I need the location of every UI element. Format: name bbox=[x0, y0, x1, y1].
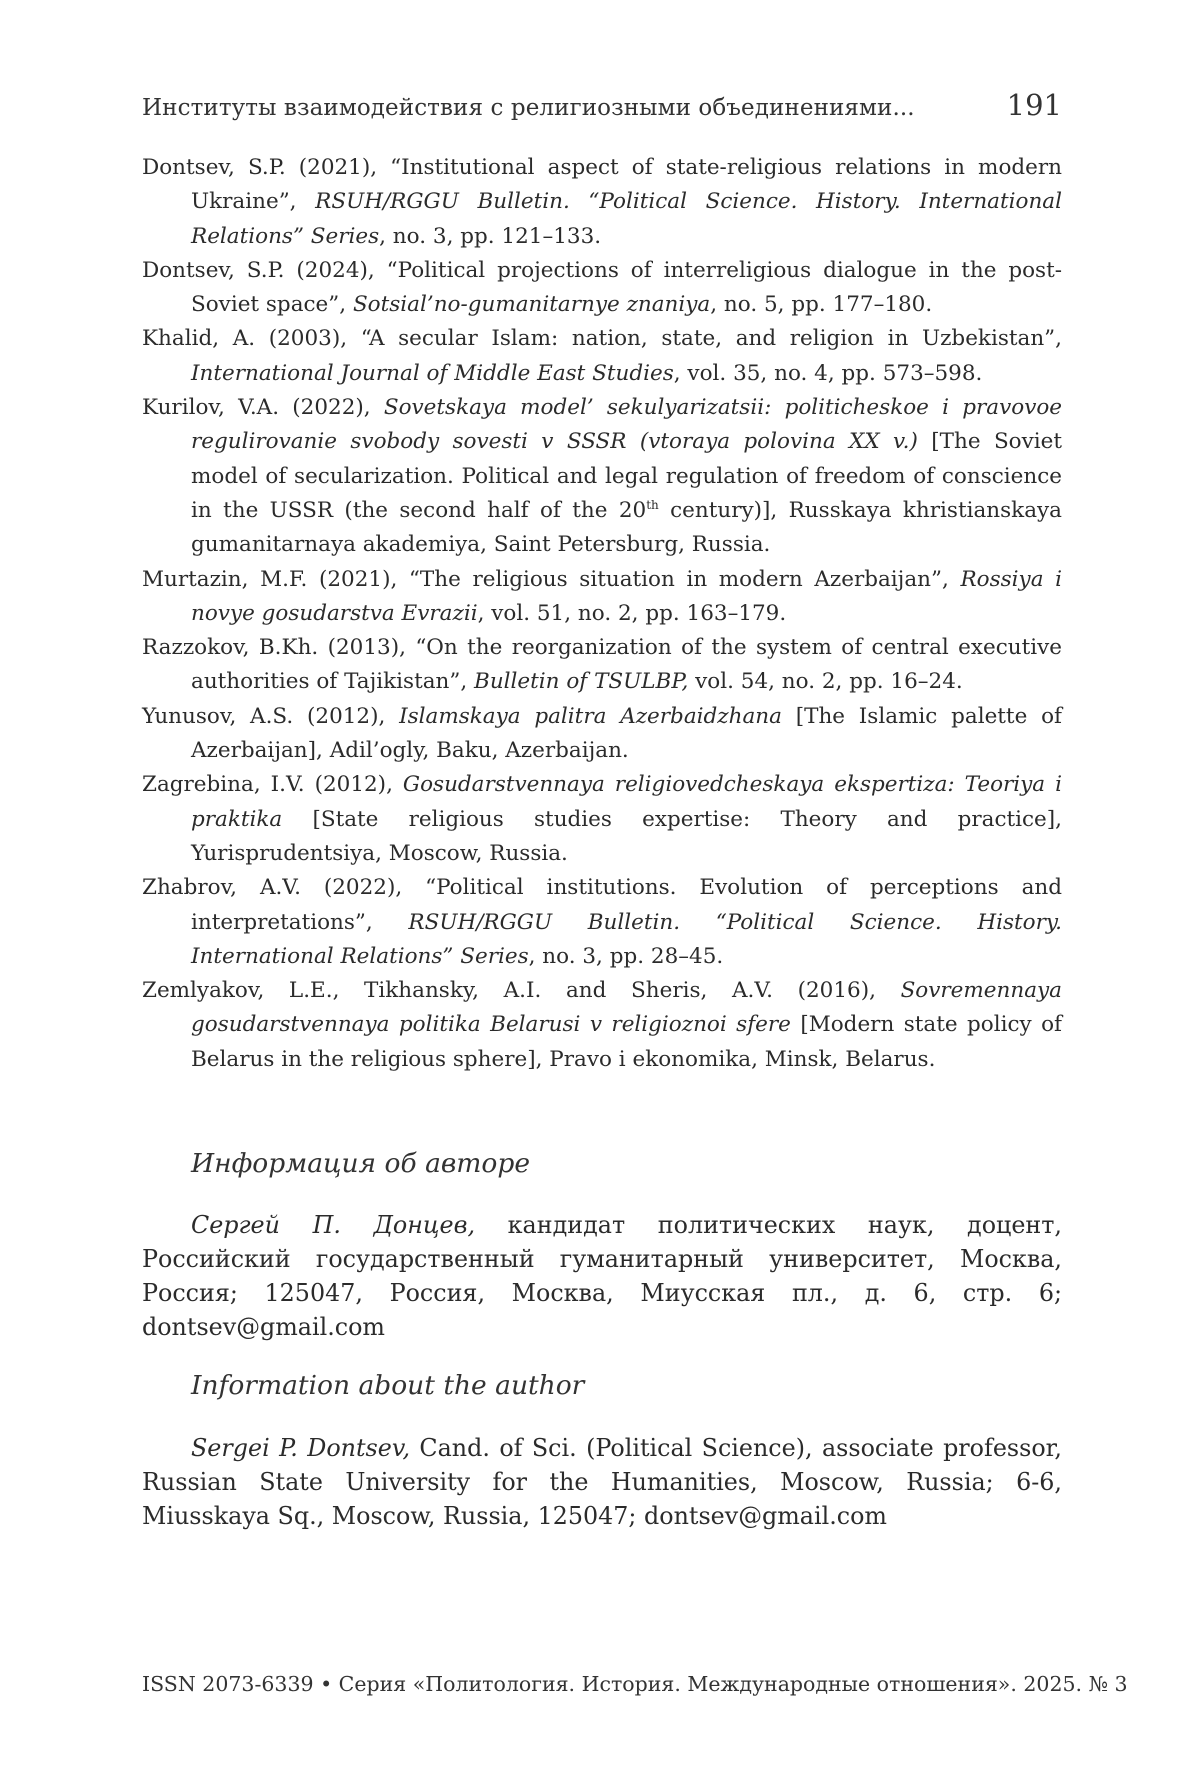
author-name-ru: Сергей П. Донцев, bbox=[191, 1211, 476, 1239]
page bbox=[142, 0, 1128, 1780]
reference-item: Razzokov, B.Kh. (2013), “On the reorganization of the system of central executive authorities of Tajikistan”, Bulletin of TSULBP, vol. 54, no. 2, pp. 16–24. bbox=[142, 635, 1062, 695]
author-info-heading-en: Information about the author bbox=[191, 1370, 585, 1401]
journal-footer: ISSN 2073-6339 • Серия «Политология. История. Международные отношения». 2025. № 3 bbox=[142, 1672, 1128, 1696]
reference-list bbox=[142, 151, 1062, 1077]
reference-item: Zemlyakov, L.E., Tikhansky, A.I. and Sheris, A.V. (2016), Sovremennaya gosudarstvennaya politika Belarusi v religioznoi sfere [Modern state policy of Belarus in the religious sphere], Pravo i ekonomika, Minsk, Belarus. bbox=[142, 978, 1063, 1072]
reference-item: Dontsev, S.P. (2021), “Institutional aspect of state-religious relations in modern Ukraine”, RSUH/RGGU Bulletin. “Political Science. History. International Relations” Series, no. 3, pp. 121–133. bbox=[142, 155, 1062, 249]
author-info-text-ru: Сергей П. Донцев, кандидат политических наук, доцент, Российский государственный гуманитарный университет, Москва, Россия; 125047, Россия, Москва, Миусская пл., д. 6, стр. 6; dontsev@gmail.com bbox=[142, 1211, 1062, 1341]
page-number: 191 bbox=[1006, 88, 1062, 122]
reference-item: Khalid, A. (2003), “A secular Islam: nation, state, and religion in Uzbekistan”, International Journal of Middle East Studies, vol. 35, no. 4, pp. 573–598. bbox=[142, 326, 1062, 386]
running-title: Институты взаимодействия с религиозными объединениями... bbox=[142, 95, 915, 121]
reference-item: Dontsev, S.P. (2024), “Political projections of interreligious dialogue in the post-Soviet space”, Sotsial’no-gumanitarnye znaniya, no. 5, pp. 177–180. bbox=[142, 257, 1062, 318]
reference-item: Zagrebina, I.V. (2012), Gosudarstvennaya religiovedcheskaya ekspertiza: Teoriya i praktika [State religious studies expertise: Theory and practice], Yurisprudentsiya, Moscow, Russia. bbox=[142, 772, 1063, 866]
running-header bbox=[142, 88, 1062, 128]
author-name-en: Sergei P. Dontsev, bbox=[191, 1434, 411, 1462]
reference-item: Kurilov, V.A. (2022), Sovetskaya model’ sekulyarizatsii: politicheskoe i pravovoe regulirovanie svobody sovesti v SSSR (vtoraya polovina XX v.) [The Soviet model of secularization. Political and legal regulation of freedom of conscience in the USSR (the second half of the 20th century)], Russkaya khristianskaya gumanitarnaya akademiya, Saint Petersburg, Russia. bbox=[142, 395, 1063, 558]
reference-item: Murtazin, M.F. (2021), “The religious situation in modern Azerbaijan”, Rossiya i novye gosudarstva Evrazii, vol. 51, no. 2, pp. 163–179. bbox=[142, 566, 1063, 626]
author-info-heading-ru: Информация об авторе bbox=[191, 1148, 531, 1179]
reference-item: Yunusov, A.S. (2012), Islamskaya palitra Azerbaidzhana [The Islamic palette of Azerbaijan], Adil’ogly, Baku, Azerbaijan. bbox=[142, 703, 1062, 764]
reference-item: Zhabrov, A.V. (2022), “Political institutions. Evolution of perceptions and interpretations”, RSUH/RGGU Bulletin. “Political Science. History. International Relations” Series, no. 3, pp. 28–45. bbox=[142, 875, 1062, 969]
author-info-text-en: Sergei P. Dontsev, Cand. of Sci. (Political Science), associate professor, Russian State University for the Humanities, Moscow, Russia; 6-6, Miusskaya Sq., Moscow, Russia, 125047; dontsev@gmail.com bbox=[142, 1434, 1062, 1530]
